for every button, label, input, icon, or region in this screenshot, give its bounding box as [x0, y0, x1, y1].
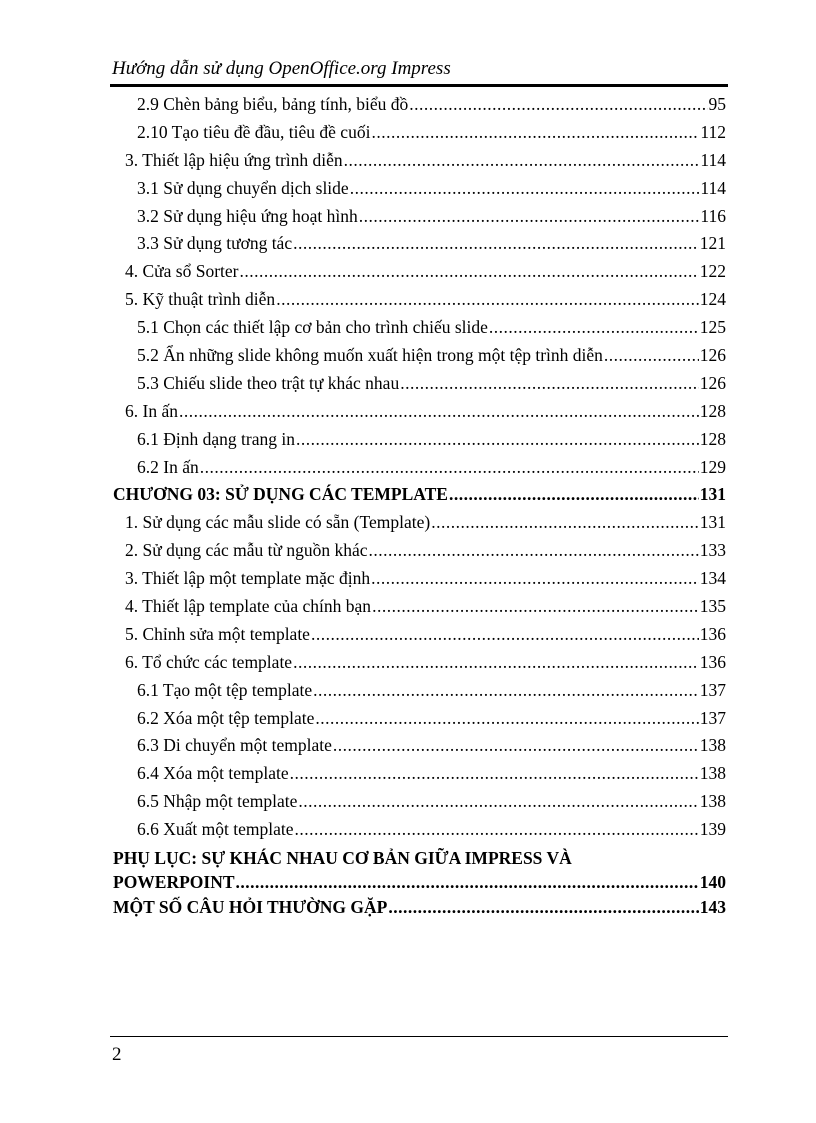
dot-leader — [371, 119, 699, 147]
toc-entry[interactable] — [110, 398, 726, 426]
toc-entry[interactable] — [110, 342, 726, 370]
dot-leader — [371, 565, 699, 593]
toc-entry-title: 1. Sử dụng các mẫu slide có sẵn (Template) — [125, 512, 431, 533]
header-rule — [110, 84, 728, 87]
toc-entry-title: 6.4 Xóa một template — [137, 763, 289, 784]
toc-entry-page: 124 — [699, 289, 726, 310]
dot-leader — [489, 314, 699, 342]
toc-entry[interactable] — [110, 705, 726, 733]
toc-entry-page: 137 — [699, 679, 726, 700]
dot-leader — [369, 537, 699, 565]
toc-entry-page: 136 — [699, 651, 726, 672]
toc-entry[interactable] — [110, 621, 726, 649]
toc-entry-page: 114 — [700, 149, 726, 170]
dot-leader — [276, 286, 699, 314]
footer-rule — [110, 1036, 728, 1037]
dot-leader — [290, 760, 699, 788]
toc-entry[interactable] — [110, 147, 726, 175]
toc-entry-title: POWERPOINT — [113, 872, 235, 893]
dot-leader — [200, 454, 699, 482]
toc-entry-title: MỘT SỐ CÂU HỎI THƯỜNG GẶP — [113, 897, 388, 918]
toc-entry-page: 95 — [708, 94, 726, 114]
toc-entry[interactable] — [110, 509, 726, 537]
dot-leader — [604, 342, 699, 370]
toc-entry-title: CHƯƠNG 03: SỬ DỤNG CÁC TEMPLATE — [113, 484, 448, 505]
toc-entry[interactable] — [110, 537, 726, 565]
dot-leader — [313, 677, 699, 705]
toc-entry-title: 6.5 Nhập một template — [137, 791, 298, 812]
toc-entry-title: 5. Chỉnh sửa một template — [125, 623, 310, 644]
toc-entry-page: 121 — [699, 233, 726, 254]
toc-entry[interactable] — [110, 565, 726, 593]
toc-entry[interactable] — [110, 732, 726, 760]
toc-entry-title: 3.1 Sử dụng chuyển dịch slide — [137, 177, 349, 198]
toc-entry[interactable] — [110, 314, 726, 342]
toc-entry-page: 126 — [699, 345, 726, 366]
toc-entry-page: 139 — [699, 819, 726, 840]
toc-list — [110, 91, 726, 844]
toc-entry-title: 6.1 Định dạng trang in — [137, 428, 295, 449]
dot-leader — [350, 175, 700, 203]
dot-leader — [333, 732, 699, 760]
dot-leader — [449, 481, 699, 509]
page-number: 2 — [112, 1044, 122, 1065]
toc-entry-page: 131 — [699, 484, 726, 505]
toc-entry-title: 6.3 Di chuyển một template — [137, 735, 332, 756]
dot-leader — [311, 621, 699, 649]
dot-leader — [431, 509, 699, 537]
toc-entry-title: 6. In ấn — [125, 400, 178, 421]
toc-entry[interactable] — [110, 760, 726, 788]
dot-leader — [400, 370, 699, 398]
toc-entry-title: 3.2 Sử dụng hiệu ứng hoạt hình — [137, 205, 358, 226]
dot-leader — [236, 870, 699, 894]
dot-leader — [298, 788, 698, 816]
toc-entry-page: 112 — [700, 121, 726, 142]
dot-leader — [388, 894, 698, 922]
toc-entry-title: 2.9 Chèn bảng biểu, bảng tính, biểu đồ — [137, 94, 409, 114]
dot-leader — [293, 649, 699, 677]
toc-entry[interactable] — [110, 230, 726, 258]
toc-entry-page: 138 — [699, 791, 726, 812]
toc-entry-title: 3. Thiết lập hiệu ứng trình diễn — [125, 149, 343, 170]
toc-entry[interactable] — [110, 286, 726, 314]
table-of-contents — [110, 91, 726, 922]
dot-leader — [293, 230, 699, 258]
toc-entry[interactable] — [110, 426, 726, 454]
toc-entry[interactable] — [110, 593, 726, 621]
toc-entry-title: PHỤ LỤC: SỰ KHÁC NHAU CƠ BẢN GIỮA IMPRESS VÀ — [113, 848, 572, 869]
toc-entry-title: 3. Thiết lập một template mặc định — [125, 568, 371, 589]
toc-entry-page: 136 — [699, 623, 726, 644]
toc-entry-title: 6. Tổ chức các template — [125, 651, 293, 672]
dot-leader — [372, 593, 699, 621]
page-header: Hướng dẫn sử dụng OpenOffice.org Impress — [112, 58, 451, 79]
toc-entry[interactable] — [110, 788, 726, 816]
toc-entry-title: 2. Sử dụng các mẫu từ nguồn khác — [125, 540, 368, 561]
toc-entry-page: 133 — [699, 540, 726, 561]
toc-entry-title: 2.10 Tạo tiêu đề đầu, tiêu đề cuối — [137, 121, 371, 142]
dot-leader — [240, 258, 699, 286]
toc-entry[interactable] — [110, 649, 726, 677]
toc-entry-title: 4. Thiết lập template của chính bạn — [125, 596, 372, 617]
toc-entry-page: 135 — [699, 596, 726, 617]
toc-entry[interactable] — [110, 91, 726, 119]
toc-entry-page: 129 — [699, 456, 726, 477]
toc-entry[interactable] — [110, 119, 726, 147]
toc-entry-title: 5. Kỹ thuật trình diễn — [125, 289, 276, 310]
toc-entry-title: 4. Cửa sổ Sorter — [125, 261, 239, 282]
toc-entry-page: 140 — [699, 872, 726, 893]
toc-entry-title: 5.2 Ẩn những slide không muốn xuất hiện trong một tệp trình diễn — [137, 345, 603, 366]
dot-leader — [179, 398, 699, 426]
toc-entry-page: 143 — [699, 897, 726, 918]
toc-entry-page: 114 — [700, 177, 726, 198]
toc-entry-title: 3.3 Sử dụng tương tác — [137, 233, 293, 254]
toc-entry-appendix[interactable] — [110, 847, 726, 894]
toc-entry-title: 6.6 Xuất một template — [137, 819, 294, 840]
toc-entry-page: 138 — [699, 735, 726, 756]
dot-leader — [344, 147, 700, 175]
toc-entry-page: 125 — [699, 317, 726, 338]
dot-leader — [296, 426, 699, 454]
toc-entry-page: 128 — [699, 428, 726, 449]
toc-entry[interactable] — [110, 175, 726, 203]
toc-entry-faq[interactable] — [110, 894, 726, 922]
toc-entry[interactable] — [110, 677, 726, 705]
toc-entry[interactable] — [110, 816, 726, 844]
toc-entry[interactable] — [110, 203, 726, 231]
toc-entry-page: 137 — [699, 707, 726, 728]
toc-entry-page: 116 — [700, 205, 726, 226]
toc-entry-title: 5.3 Chiếu slide theo trật tự khác nhau — [137, 372, 400, 393]
toc-entry-title: 6.2 In ấn — [137, 456, 199, 477]
dot-leader — [295, 816, 699, 844]
dot-leader — [315, 705, 698, 733]
toc-entry-page: 131 — [699, 512, 726, 533]
toc-entry[interactable] — [110, 481, 726, 509]
dot-leader — [409, 91, 707, 119]
toc-entry-title: 6.1 Tạo một tệp template — [137, 679, 313, 700]
toc-entry-page: 138 — [699, 763, 726, 784]
toc-entry[interactable] — [110, 258, 726, 286]
toc-entry-page: 128 — [699, 400, 726, 421]
toc-entry-page: 134 — [699, 568, 726, 589]
toc-entry-page: 126 — [699, 372, 726, 393]
toc-entry-page: 122 — [699, 261, 726, 282]
toc-entry[interactable] — [110, 454, 726, 482]
dot-leader — [359, 203, 700, 231]
toc-entry-title: 5.1 Chọn các thiết lập cơ bản cho trình chiếu slide — [137, 317, 488, 338]
toc-entry-title: 6.2 Xóa một tệp template — [137, 707, 315, 728]
toc-entry[interactable] — [110, 370, 726, 398]
